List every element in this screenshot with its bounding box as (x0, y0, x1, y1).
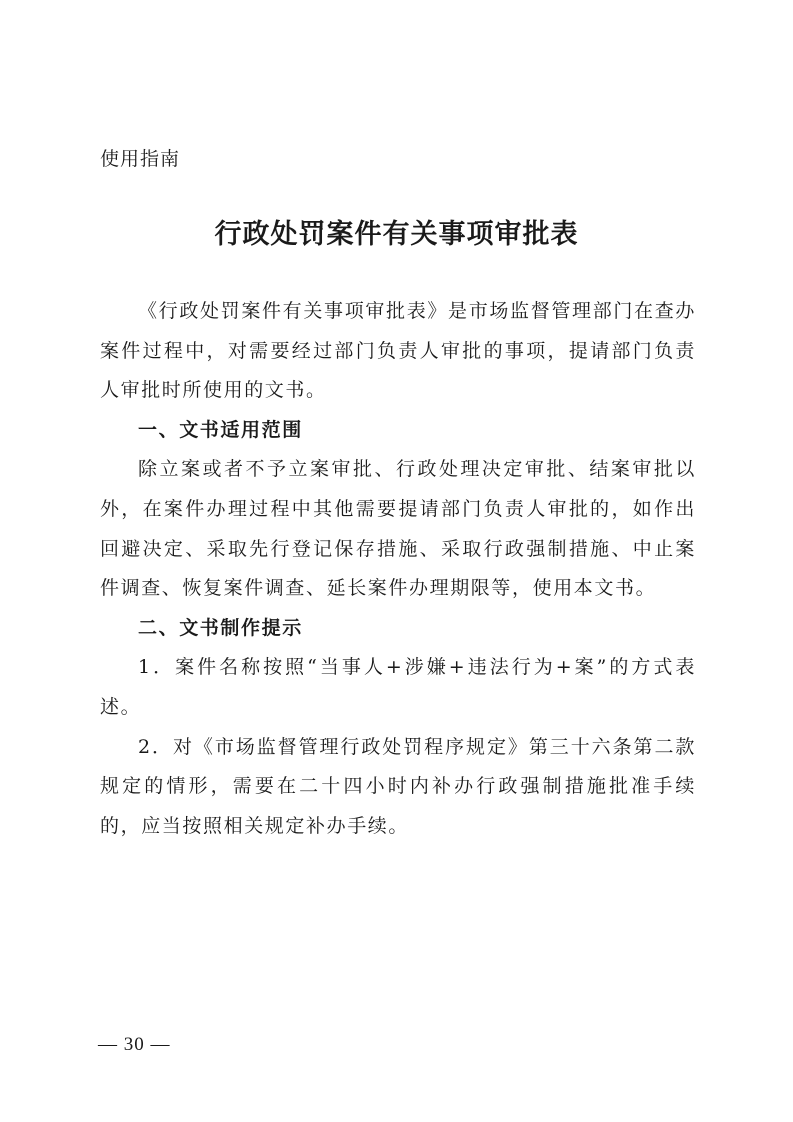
tip-item-2: 2．对《市场监督管理行政处罚程序规定》第三十六条第二款规定的情形，需要在二十四小时内补办行政强制措施批准手续的，应当按照相关规定补办手续。 (100, 735, 696, 837)
tip-item-1: 1．案件名称按照“当事人+涉嫌+违法行为+案”的方式表述。 (100, 656, 696, 718)
header-label: 使用指南 (100, 148, 181, 170)
section-heading-tips: 二、文书制作提示 (138, 616, 303, 639)
scope-paragraph: 除立案或者不予立案审批、行政处理决定审批、结案审批以外，在案件办理过程中其他需要提请部门负责人审批的，如作出回避决定、采取先行登记保存措施、采取行政强制措施、中止案件调查、恢复案件调查、延长案件办理期限等，使用本文书。 (100, 458, 696, 600)
document-title: 行政处罚案件有关事项审批表 (214, 219, 579, 250)
document-body (100, 292, 696, 846)
section-heading-scope: 一、文书适用范围 (138, 418, 303, 441)
page-number: — 30 — (98, 1034, 171, 1055)
intro-paragraph: 《行政处罚案件有关事项审批表》是市场监督管理部门在查办案件过程中，对需要经过部门负责人审批的事项，提请部门负责人审批时所使用的文书。 (100, 300, 696, 402)
